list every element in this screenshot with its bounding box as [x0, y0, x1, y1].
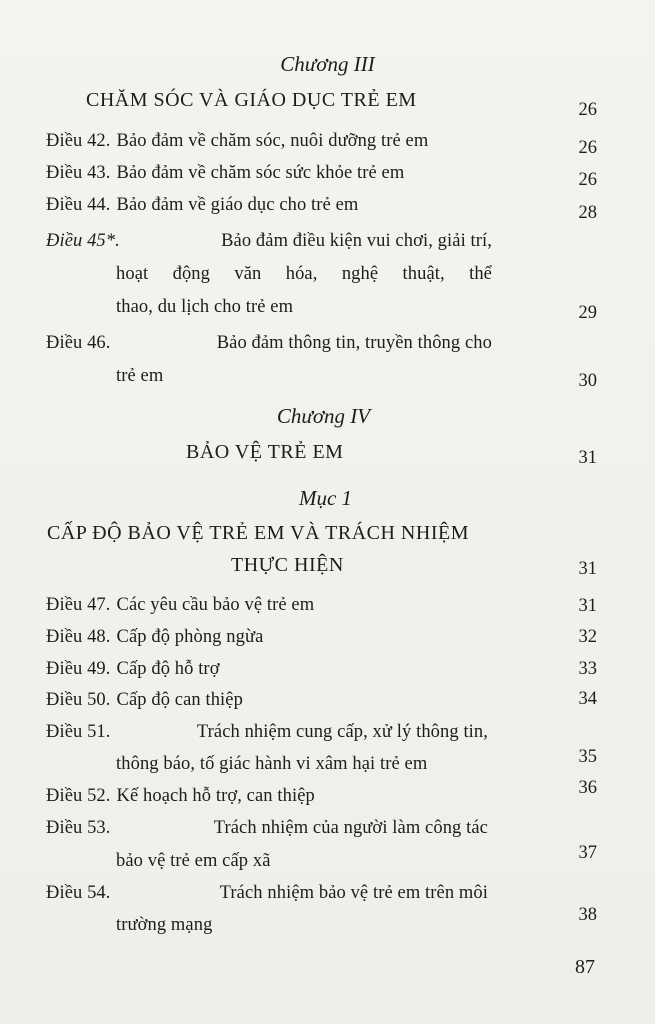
toc-entry-dieu-48[interactable]	[46, 627, 263, 648]
entry-page-dieu-44: 28	[578, 203, 597, 223]
entry-page-dieu-46: 30	[578, 371, 597, 391]
entry-text: Bảo đảm về giáo dục cho trẻ em	[116, 195, 359, 215]
entry-page-dieu-47: 31	[578, 596, 597, 616]
toc-entry-dieu-51[interactable]	[46, 722, 488, 743]
toc-entry-dieu-50[interactable]	[46, 690, 243, 711]
toc-entry-dieu-52[interactable]	[46, 786, 315, 807]
entry-page-dieu-51: 35	[578, 747, 597, 767]
chapter-iii-title: Chương III	[280, 52, 375, 76]
line-text	[116, 264, 492, 285]
entry-text-line-2: bảo vệ trẻ em cấp xã	[116, 851, 271, 871]
entry-label: Điều 46.	[46, 333, 111, 353]
toc-entry-dieu-43[interactable]	[46, 163, 404, 184]
word: hoạt	[116, 264, 149, 284]
entry-page-dieu-42: 26	[578, 138, 597, 158]
entry-page-dieu-53: 37	[578, 843, 597, 863]
entry-text: Bảo đảm về chăm sóc, nuôi dưỡng trẻ em	[116, 131, 429, 151]
entry-text-line-1: Trách nhiệm cung cấp, xử lý thông tin,	[196, 722, 488, 742]
word: thể	[469, 264, 492, 284]
entry-text-line-3: thao, du lịch cho trẻ em	[116, 297, 294, 317]
entry-text-line-1: Trách nhiệm bảo vệ trẻ em trên môi	[219, 883, 488, 903]
chapter-iii-page: 26	[578, 100, 597, 120]
entry-label: Điều 45*.	[46, 231, 120, 251]
entry-text-line-2: trường mạng	[116, 915, 213, 935]
section-page: 31	[578, 559, 597, 579]
word: động	[172, 264, 211, 284]
entry-label: Điều 44.	[46, 195, 111, 215]
entry-text-line-2	[116, 264, 492, 285]
toc-entry-dieu-47[interactable]	[46, 595, 314, 616]
toc-entry-dieu-45[interactable]	[46, 231, 492, 252]
word: nghệ	[341, 264, 379, 284]
section-heading-line-2: THỰC HIỆN	[231, 554, 344, 576]
entry-label: Điều 43.	[46, 163, 111, 183]
toc-entry-dieu-49[interactable]	[46, 659, 220, 680]
entry-label: Điều 52.	[46, 786, 111, 806]
entry-page-dieu-54: 38	[578, 905, 597, 925]
entry-text: Các yêu cầu bảo vệ trẻ em	[116, 595, 315, 615]
entry-label: Điều 50.	[46, 690, 111, 710]
entry-text: Bảo đảm về chăm sóc sức khỏe trẻ em	[116, 163, 405, 183]
entry-page-dieu-43: 26	[578, 170, 597, 190]
entry-text: Kế hoạch hỗ trợ, can thiệp	[116, 786, 315, 806]
entry-text: Cấp độ phòng ngừa	[116, 627, 264, 647]
word: văn	[234, 264, 262, 284]
entry-page-dieu-45: 29	[578, 303, 597, 323]
entry-label: Điều 49.	[46, 659, 111, 679]
section-heading-line-1: CẤP ĐỘ BẢO VỆ TRẺ EM VÀ TRÁCH NHIỆM	[47, 522, 469, 544]
entry-text-line-1: Bảo đảm điều kiện vui chơi, giải trí,	[221, 231, 492, 251]
chapter-iv-title: Chương IV	[276, 404, 371, 428]
entry-label: Điều 51.	[46, 722, 111, 742]
page-number: 87	[575, 956, 595, 978]
toc-entry-dieu-46[interactable]	[46, 333, 492, 354]
entry-text-line-1: Trách nhiệm của người làm công tác	[213, 818, 488, 838]
entry-page-dieu-50: 34	[578, 689, 597, 709]
toc-entry-dieu-54[interactable]	[46, 883, 488, 904]
entry-label: Điều 54.	[46, 883, 111, 903]
entry-label: Điều 53.	[46, 818, 111, 838]
entry-page-dieu-48: 32	[578, 627, 597, 647]
chapter-iv-page: 31	[578, 448, 597, 468]
entry-text: Cấp độ hỗ trợ	[116, 659, 220, 679]
show-through-text	[300, 840, 305, 860]
section-title: Mục 1	[298, 486, 353, 510]
entry-text-line-2: trẻ em	[116, 366, 164, 386]
entry-label: Điều 42.	[46, 131, 111, 151]
entry-page-dieu-52: 36	[578, 778, 597, 798]
chapter-iii-heading: CHĂM SÓC VÀ GIÁO DỤC TRẺ EM	[86, 89, 417, 111]
entry-label: Điều 47.	[46, 595, 111, 615]
entry-continuation	[116, 264, 492, 285]
toc-entry-dieu-42[interactable]	[46, 131, 428, 152]
word: hóa,	[285, 264, 318, 284]
chapter-iv-heading: BẢO VỆ TRẺ EM	[186, 441, 344, 463]
entry-text-line-2: thông báo, tố giác hành vi xâm hại trẻ em	[116, 754, 428, 774]
entry-page-dieu-49: 33	[578, 659, 597, 679]
entry-text: Cấp độ can thiệp	[116, 690, 243, 710]
entry-label: Điều 48.	[46, 627, 111, 647]
word: thuật,	[402, 264, 445, 284]
entry-text-line-1: Bảo đảm thông tin, truyền thông cho	[216, 333, 492, 353]
toc-entry-dieu-53[interactable]	[46, 818, 488, 839]
toc-entry-dieu-44[interactable]	[46, 195, 358, 216]
